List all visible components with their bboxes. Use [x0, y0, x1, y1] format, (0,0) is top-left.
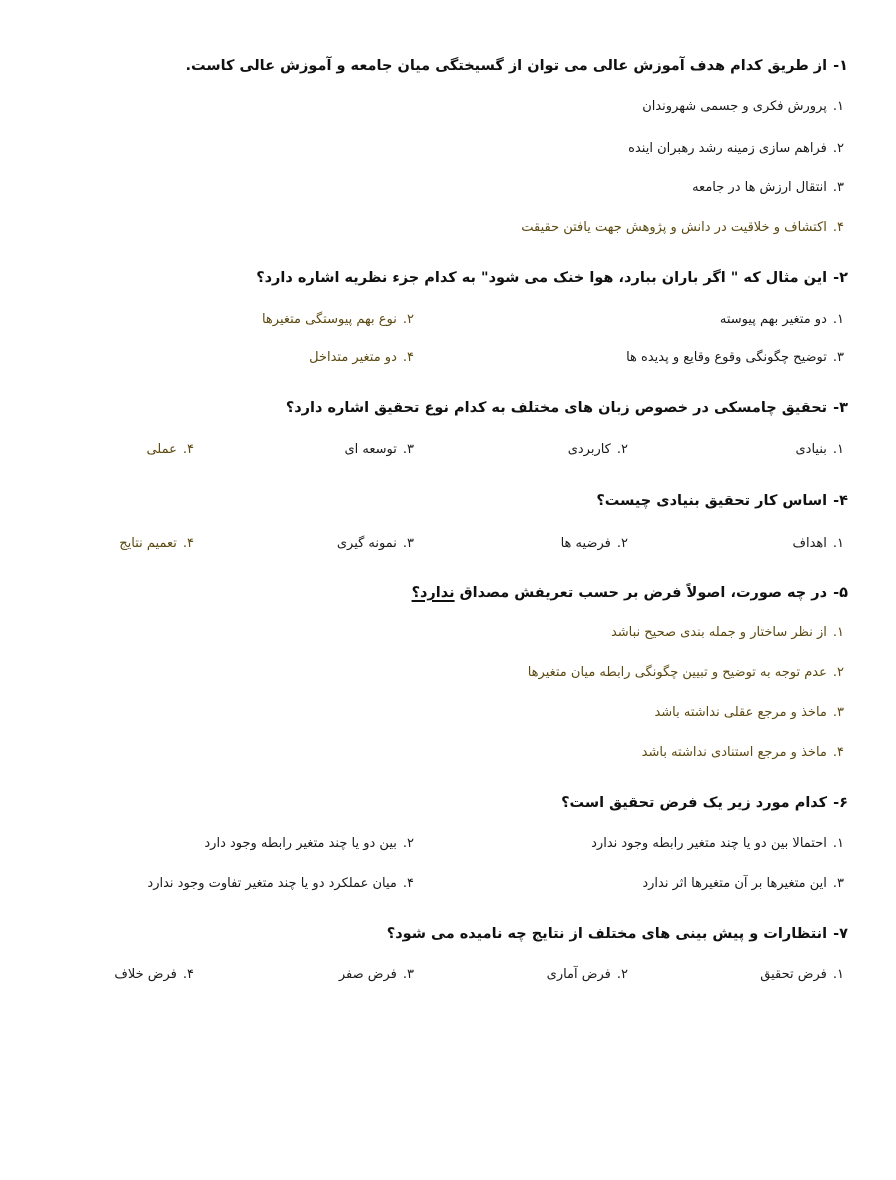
- option-text: فراهم سازی زمینه رشد رهبران اینده: [628, 141, 827, 156]
- option-number: ۲.: [616, 967, 628, 982]
- question-number: ۵-: [833, 585, 848, 601]
- option-text: دو متغیر بهم پیوسته: [719, 312, 827, 327]
- option-text: از نظر ساختار و جمله بندی صحیح نباشد: [610, 625, 827, 640]
- question-number: ۳-: [833, 400, 848, 416]
- option-6-3[interactable]: [642, 876, 844, 891]
- option-7-1[interactable]: [760, 967, 844, 982]
- question-2: [256, 270, 848, 286]
- option-number: ۴.: [182, 967, 194, 982]
- question-number: ۴-: [833, 493, 848, 509]
- question-3: [286, 400, 848, 416]
- option-7-4[interactable]: [114, 967, 194, 982]
- option-1-3[interactable]: [692, 180, 844, 195]
- option-number: ۱.: [832, 536, 844, 551]
- option-6-1[interactable]: [591, 836, 844, 851]
- option-text: تعمیم نتایج: [119, 536, 177, 551]
- option-text: توضیح چگونگی وقوع وقایع و پدیده ها: [626, 350, 827, 365]
- option-number: ۴.: [182, 536, 194, 551]
- option-2-4[interactable]: [309, 350, 414, 365]
- option-3-1[interactable]: [795, 442, 844, 457]
- option-5-4[interactable]: [642, 745, 844, 760]
- question-text: اساس کار تحقیق بنیادی چیست؟: [596, 493, 828, 509]
- option-7-2[interactable]: [547, 967, 628, 982]
- question-number: ۲-: [833, 270, 848, 286]
- option-number: ۴.: [832, 745, 844, 760]
- option-number: ۳.: [832, 180, 844, 195]
- option-5-1[interactable]: [611, 625, 844, 640]
- question-text: این مثال که " اگر باران ببارد، هوا خنک می شود" به کدام جزء نظریه اشاره دارد؟: [256, 270, 828, 286]
- option-2-1[interactable]: [720, 312, 844, 327]
- option-number: ۲.: [616, 442, 628, 457]
- option-text: دو متغیر متداخل: [309, 350, 397, 365]
- option-text: فرض خلاف: [114, 967, 177, 982]
- question-text-underlined: ندارد؟: [411, 585, 455, 601]
- question-7: [387, 926, 848, 942]
- option-number: ۱.: [832, 99, 844, 114]
- option-text: فرض صفر: [338, 967, 397, 982]
- question-text: انتظارات و پیش بینی های مختلف از نتایج چه نامیده می شود؟: [386, 926, 828, 942]
- option-text: فرض آماری: [546, 967, 611, 982]
- option-number: ۲.: [402, 312, 414, 327]
- option-text: ماخذ و مرجع عقلی نداشته باشد: [654, 705, 827, 720]
- question-text: از طریق کدام هدف آموزش عالی می توان از گسیختگی میان جامعه و آموزش عالی کاست.: [185, 58, 828, 74]
- question-number: ۷-: [833, 926, 848, 942]
- option-text: احتمالا بین دو یا چند متغیر رابطه وجود ندارد: [591, 836, 827, 851]
- option-text: نمونه گیری: [336, 536, 397, 551]
- question-text: تحقیق چامسکی در خصوص زبان های مختلف به کدام نوع تحقیق اشاره دارد؟: [285, 400, 828, 416]
- question-text: در چه صورت، اصولاً فرض بر حسب تعریفش مصداق: [459, 585, 828, 601]
- option-number: ۳.: [832, 705, 844, 720]
- option-4-4[interactable]: [119, 536, 194, 551]
- option-number: ۱.: [832, 312, 844, 327]
- option-text: عدم توجه به توضیح و تبیین چگونگی رابطه میان متغیرها: [527, 665, 827, 680]
- option-number: ۱.: [832, 625, 844, 640]
- option-3-2[interactable]: [568, 442, 628, 457]
- option-number: ۳.: [832, 350, 844, 365]
- option-3-4[interactable]: [146, 442, 194, 457]
- question-4: [596, 493, 848, 509]
- option-text: اکتشاف و خلاقیت در دانش و پژوهش جهت یافتن حقیقت: [521, 220, 827, 235]
- option-number: ۳.: [402, 442, 414, 457]
- option-4-1[interactable]: [792, 536, 844, 551]
- question-number: ۱-: [833, 58, 848, 74]
- option-number: ۳.: [832, 876, 844, 891]
- option-text: نوع بهم پیوستگی متغیرها: [261, 312, 397, 327]
- option-number: ۴.: [402, 876, 414, 891]
- option-text: فرضیه ها: [560, 536, 611, 551]
- option-text: این متغیرها بر آن متغیرها اثر ندارد: [642, 876, 827, 891]
- option-number: ۲.: [832, 141, 844, 156]
- option-5-3[interactable]: [654, 705, 844, 720]
- question-number: ۶-: [833, 795, 848, 811]
- option-number: ۱.: [832, 967, 844, 982]
- option-text: میان عملکرد دو یا چند متغیر تفاوت وجود ندارد: [147, 876, 397, 891]
- option-text: فرض تحقیق: [760, 967, 827, 982]
- option-1-1[interactable]: [642, 99, 844, 114]
- option-text: کاربردی: [567, 442, 611, 457]
- option-number: ۲.: [402, 836, 414, 851]
- option-2-2[interactable]: [262, 312, 414, 327]
- option-number: ۳.: [402, 536, 414, 551]
- option-1-2[interactable]: [628, 141, 844, 156]
- option-text: ماخذ و مرجع استنادی نداشته باشد: [641, 745, 827, 760]
- option-2-3[interactable]: [626, 350, 844, 365]
- option-6-4[interactable]: [147, 876, 414, 891]
- option-number: ۲.: [616, 536, 628, 551]
- option-4-2[interactable]: [561, 536, 628, 551]
- option-text: عملی: [146, 442, 177, 457]
- question-6: [561, 795, 848, 811]
- option-number: ۴.: [832, 220, 844, 235]
- option-number: ۴.: [182, 442, 194, 457]
- option-text: اهداف: [792, 536, 827, 551]
- option-4-3[interactable]: [337, 536, 414, 551]
- option-6-2[interactable]: [204, 836, 414, 851]
- question-text: کدام مورد زیر یک فرض تحقیق است؟: [561, 795, 828, 811]
- option-text: پرورش فکری و جسمی شهروندان: [642, 99, 827, 114]
- option-number: ۱.: [832, 442, 844, 457]
- question-1: [185, 58, 848, 74]
- option-text: انتقال ارزش ها در جامعه: [692, 180, 827, 195]
- option-text: توسعه ای: [344, 442, 397, 457]
- option-text: بنیادی: [795, 442, 827, 457]
- option-number: ۴.: [402, 350, 414, 365]
- question-5: [412, 585, 848, 601]
- option-7-3[interactable]: [339, 967, 414, 982]
- option-number: ۱.: [832, 836, 844, 851]
- option-5-2[interactable]: [528, 665, 844, 680]
- option-1-4[interactable]: [521, 220, 844, 235]
- option-number: ۳.: [402, 967, 414, 982]
- option-3-3[interactable]: [344, 442, 414, 457]
- option-number: ۲.: [832, 665, 844, 680]
- option-text: بین دو یا چند متغیر رابطه وجود دارد: [204, 836, 397, 851]
